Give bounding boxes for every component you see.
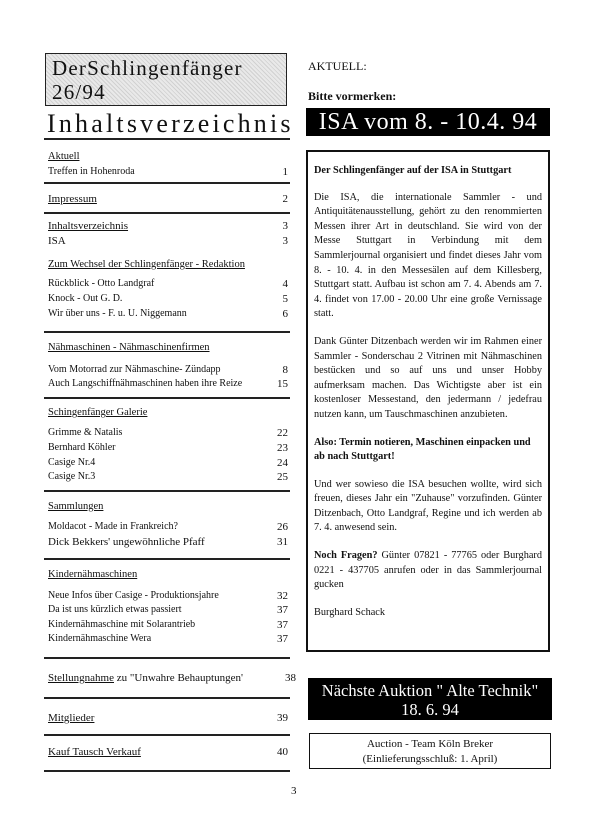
toc-entry-page: 32	[277, 590, 288, 602]
toc-entry-page: 37	[277, 619, 288, 631]
toc-entry-page: 26	[277, 521, 288, 533]
toc-section-title: Mitglieder	[48, 712, 95, 724]
toc-entry-title: Knock - Out G. D.	[48, 293, 123, 304]
toc-section-naehmaschinen[interactable]: Nähmaschinen - Nähmaschinenfirmen	[48, 342, 210, 353]
toc-section-galerie[interactable]: Schingenfänger Galerie	[48, 407, 148, 418]
isa-banner: ISA vom 8. - 10.4. 94	[306, 108, 550, 136]
article-callout: Also: Termin notieren, Maschinen einpacken und ab nach Stuttgart!	[314, 436, 531, 463]
toc-heading-rule	[44, 138, 290, 140]
toc-entry-page: 6	[282, 308, 288, 320]
auction-organizer: Auction - Team Köln Breker	[366, 738, 494, 750]
divider	[44, 734, 290, 736]
toc-entry-title: Kindernähmaschine mit Solarantrieb	[48, 619, 196, 630]
toc-entry-page: 38	[285, 672, 296, 684]
auction-date: 18. 6. 94	[401, 700, 459, 719]
toc-entry-page: 37	[277, 604, 288, 616]
toc-heading: Inhaltsverzeichnis	[47, 109, 294, 138]
toc-entry-page: 37	[277, 633, 288, 645]
toc-section-title: Kauf Tausch Verkauf	[48, 746, 141, 758]
toc-section-sammlungen[interactable]: Sammlungen	[48, 501, 104, 512]
toc-entry-title: Vom Motorrad zur Nähmaschine- Zündapp	[48, 364, 221, 375]
toc-entry-title: Grimme & Natalis	[48, 427, 123, 438]
toc-entry-page: 39	[277, 712, 288, 724]
divider	[44, 397, 290, 399]
page-number: 3	[291, 785, 297, 797]
auction-banner	[308, 678, 552, 720]
vormerken-label: Bitte vormerken:	[308, 89, 397, 103]
toc-entry-page: 24	[277, 457, 288, 469]
toc-section-title: Impressum	[48, 193, 97, 205]
divider	[44, 657, 290, 659]
auction-title: Nächste Auktion " Alte Technik"	[321, 681, 539, 700]
divider	[44, 331, 290, 333]
toc-entry-page: 15	[277, 378, 288, 390]
toc-entry-title: ISA	[48, 235, 66, 247]
article-question: Noch Fragen?	[314, 550, 378, 562]
toc-entry-title: Casige Nr.3	[48, 471, 96, 482]
article-paragraph: Und wer sowieso die ISA besuchen wollte, wird sich freuen, dieses Jahr ein "Zuhause" vorzufinden. Günter Ditzenbach, Otto Landgraf, Regine und ich werden ab 7. 4. anwesend sein.	[314, 478, 542, 534]
toc-entry-title: Kindernähmaschine Wera	[48, 633, 152, 644]
masthead-issue: 26/94	[52, 80, 106, 104]
toc-entry-page: 3	[282, 235, 288, 247]
toc-entry-title: Auch Langschiffnähmaschinen haben ihre Reize	[48, 378, 243, 389]
toc-entry-page: 22	[277, 427, 288, 439]
divider	[44, 212, 290, 214]
toc-entry-page: 1	[282, 166, 288, 178]
masthead-title: DerSchlingenfänger	[52, 56, 243, 80]
toc-entry-page: 3	[282, 220, 288, 232]
toc-entry-page: 40	[277, 746, 288, 758]
toc-section-aktuell[interactable]: Aktuell	[48, 151, 80, 162]
toc-entry-page: 4	[282, 278, 288, 290]
divider	[44, 558, 290, 560]
toc-section-wechsel[interactable]: Zum Wechsel der Schlingenfänger - Redaktion	[48, 259, 245, 270]
toc-entry-title: Rückblick - Otto Landgraf	[48, 278, 155, 289]
toc-section-title	[48, 671, 243, 685]
toc-section-title-rest: zu "Unwahre Behauptungen'	[114, 672, 243, 684]
toc-entry-title: Bernhard Köhler	[48, 442, 116, 453]
toc-entry-page: 23	[277, 442, 288, 454]
divider	[44, 697, 290, 699]
toc-entry-page: 25	[277, 471, 288, 483]
toc-entry-title: Neue Infos über Casige - Produktionsjahre	[48, 590, 219, 601]
toc-entry-title: Da ist uns kürzlich etwas passiert	[48, 604, 182, 615]
article-paragraph: Dank Günter Ditzenbach werden wir im Rahmen einer Sammler - Sonderschau 2 Vitrinen mit Nähmaschinen bestücken und so auf uns und unser Hobby aufmerksam machen. Das Wichtigste aber ist ein kostenloser Messestand, den jedermann / jedefrau nutzen kann, um Tauschmaschinen anzubieten.	[314, 335, 542, 420]
auction-info-box	[309, 733, 551, 769]
toc-entry-page: 31	[277, 536, 288, 548]
article-signature: Burghard Schack	[314, 606, 386, 618]
toc-entry-title: Casige Nr.4	[48, 457, 96, 468]
toc-entry-title: Treffen in Hohenroda	[48, 166, 135, 177]
aktuell-label: AKTUELL:	[308, 59, 367, 73]
article-paragraph	[314, 549, 542, 593]
divider	[44, 490, 290, 492]
toc-entry-title: Moldacot - Made in Frankreich?	[48, 521, 178, 532]
auction-deadline: (Einlieferungsschluß: 1. April)	[362, 753, 498, 765]
article-contact: Günter 07821 - 77765 oder Burghard 0221 - 437705 anrufen oder in das Sammlerjournal gucken	[314, 550, 542, 591]
toc-entry-page: 8	[282, 364, 288, 376]
toc-entry-page: 2	[282, 193, 288, 205]
toc-entry-title: Dick Bekkers' ungewöhnliche Pfaff	[48, 536, 205, 548]
toc-section-kinder[interactable]: Kindernähmaschinen	[48, 569, 138, 580]
toc-entry-title: Wir über uns - F. u. U. Niggemann	[48, 308, 187, 319]
isa-article	[306, 150, 550, 652]
masthead	[45, 53, 287, 106]
article-headline: Der Schlingenfänger auf der ISA in Stuttgart	[314, 165, 512, 176]
toc-section-title: Inhaltsverzeichnis	[48, 220, 129, 232]
article-paragraph: Die ISA, die internationale Sammler - und Antiquitätenausstellung, gehört zu den renommierten Messen ihrer Art in deutschland. Sie wird von der Messe Stuttgart in Verbindung mit dem Sammlerjournal organisiert und findet dieses Jahr vom 8. - 10. 4. in den Messesälen auf dem Killesberg, Stuttgart statt. Aufbau ist schon am 7. 4. Abends am 7. 4. findet von 17.00 - 20.00 Uhr eine große Vernissage statt.	[314, 191, 542, 320]
toc-section-title-underlined: Stellungnahme	[48, 672, 114, 684]
toc-entry-page: 5	[282, 293, 288, 305]
divider	[44, 182, 290, 184]
divider	[44, 770, 290, 772]
